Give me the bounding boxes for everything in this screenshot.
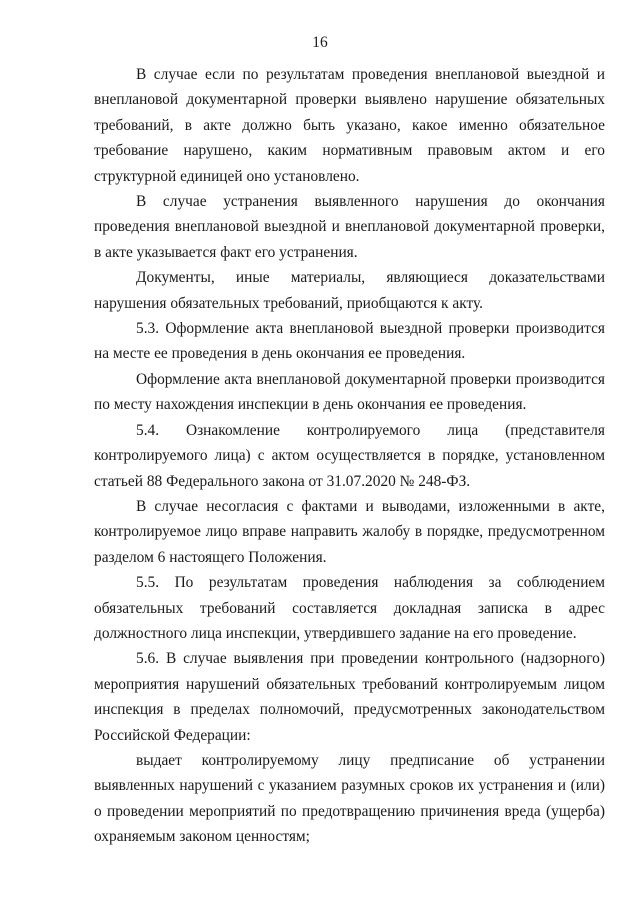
paragraph-violation-eliminated: В случае устранения выявленного нарушения до окончания проведения внеплановой выездной и внеплановой документарной проверки, в акте указывается факт его устранения. [94,193,605,261]
document-body [94,62,605,850]
paragraph-disagreement-complaint: В случае несогласия с фактами и выводами, изложенными в акте, контролируемое лицо вправе направить жалобу в порядке, предусмотренном разделом 6 настоящего Положения. [94,497,605,566]
paragraph-documentary-act: Оформление акта внеплановой документарной проверки производится по месту нахождения инспекции в день окончания ее проведения. [94,370,605,414]
paragraph-5-6: 5.6. В случае выявления при проведении контрольного (надзорного) мероприятия нарушений обязательных требований контролируемым лицом инспекция в пределах полномочий, предусмотренных законодательством Российской Федерации: [94,650,605,744]
paragraph-5-4: 5.4. Ознакомление контролируемого лица (представителя контролируемого лица) с актом осуществляется в порядке, установленном статьей 88 Федерального закона от 31.07.2020 № 248-ФЗ. [94,421,605,490]
paragraph-issues-order: выдает контролируемому лицу предписание об устранении выявленных нарушений с указанием разумных сроков их устранения и (или) о проведении мероприятий по предотвращению причинения вреда (ущерба) охраняемым законом ценностям; [94,751,605,846]
paragraph-evidence-attached: Документы, иные материалы, являющиеся доказательствами нарушения обязательных требований, приобщаются к акту. [94,269,605,312]
page-number: 16 [312,34,328,51]
paragraph-5-5: 5.5. По результатам проведения наблюдения за соблюдением обязательных требований составляется докладная записка в адрес должностного лица инспекции, утвердившего задание на его проведение. [94,574,605,642]
paragraph-5-3: 5.3. Оформление акта внеплановой выездной проверки производится на месте ее проведения в день окончания ее проведения. [94,320,605,363]
paragraph-violation-in-act: В случае если по результатам проведения внеплановой выездной и внеплановой документарной проверки выявлено нарушение обязательных требований, в акте должно быть указано, какое именно обязательное требование нарушено, каким нормативным правовым актом и его структурной единицей оно установлено. [94,66,605,185]
